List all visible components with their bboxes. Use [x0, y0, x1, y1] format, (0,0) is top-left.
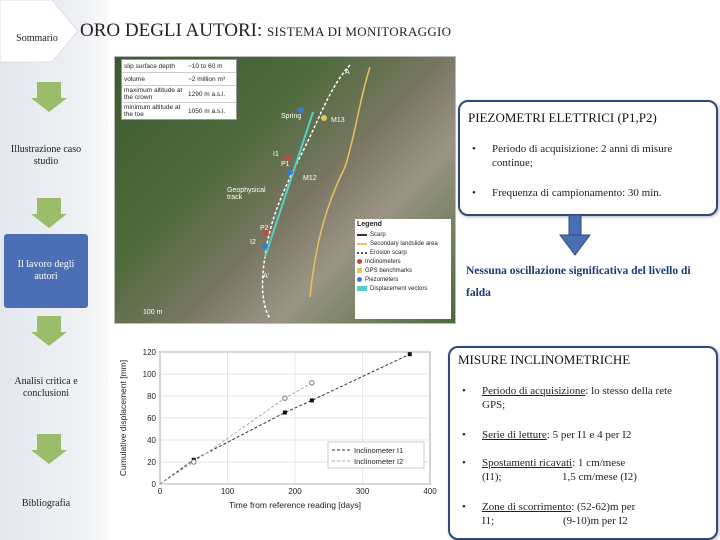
table-cell: ~10 to 60 m	[188, 62, 223, 70]
map-label-spring: Spring	[281, 113, 302, 120]
map-label-i1: I1	[273, 151, 279, 158]
legend-label: Displacement vectors	[370, 285, 428, 292]
displacement-vector	[290, 112, 313, 182]
bullet-icon: •	[462, 429, 466, 441]
list-item-value: : 5 per I1 e 4 per I2	[546, 429, 632, 441]
data-point-i1	[310, 398, 314, 402]
legend-label: Scarp	[370, 231, 386, 238]
displacement-chart	[114, 344, 437, 514]
down-arrow-icon	[560, 215, 590, 255]
piezometer-marker	[262, 243, 268, 249]
legend-item	[357, 239, 449, 248]
y-axis-label: Cumulative displacement [mm]	[118, 359, 128, 477]
piezometri-heading: PIEZOMETRI ELETTRICI (P1,P2)	[468, 110, 657, 125]
map-label-a: A	[345, 69, 350, 76]
table-cell: slip surface depth	[124, 62, 175, 70]
data-point-i1	[283, 411, 287, 415]
list-item-value: : lo stesso della rete GPS;	[482, 385, 673, 411]
page-title	[80, 20, 451, 42]
map-legend	[355, 219, 451, 319]
y-tick-label: 100	[142, 370, 156, 379]
sidebar-item-caso-studio[interactable]	[4, 120, 88, 192]
data-point-i2	[283, 396, 287, 400]
y-tick-label: 60	[147, 414, 156, 423]
title-main: ORO DEGLI AUTORI:	[80, 20, 268, 41]
list-item-text	[482, 500, 682, 528]
inclinometriche-heading: MISURE INCLINOMETRICHE	[458, 352, 631, 367]
list-item-key: Zone di scorrimento	[482, 501, 572, 513]
groundwater-note: Nessuna oscillazione significativa del livello di falda	[466, 265, 691, 299]
table-cell: 1050 m a.s.l.	[188, 107, 226, 115]
bullet-icon: •	[462, 501, 466, 513]
legend-label: Piezometers	[365, 276, 399, 283]
table-cell: volume	[124, 75, 145, 83]
sidebar-item-lavoro-autori[interactable]	[4, 234, 88, 308]
sidebar-item-label: Sommario	[16, 33, 58, 44]
data-point-i1	[408, 352, 412, 356]
x-tick-label: 400	[423, 487, 437, 496]
legend-item	[357, 284, 449, 293]
list-item-key: Spostamenti ricavati	[482, 457, 573, 469]
table-cell: minimum altitude at the toe	[124, 104, 181, 118]
sidebar-item-label: Illustrazione caso studio	[10, 144, 82, 167]
x-tick-label: 100	[220, 487, 235, 496]
legend-title: Legend	[357, 221, 382, 228]
legend-label: Erosion scarp	[370, 249, 407, 256]
x-tick-label: 200	[288, 487, 302, 496]
map-scale-label: 100 m	[143, 309, 163, 316]
y-tick-label: 120	[142, 348, 156, 357]
legend-item	[357, 248, 449, 257]
table-cell: maximum altitude at the crown	[124, 87, 183, 101]
piezometri-panel	[458, 100, 718, 216]
legend-label: Inclinometer I2	[354, 457, 404, 466]
map-label-p1: P1	[281, 161, 290, 168]
title-sub: SISTEMA DI MONITORAGGIO	[267, 24, 452, 39]
sidebar-item-label: Il lavoro degli autori	[17, 259, 75, 282]
list-item-key: Periodo di acquisizione	[482, 385, 586, 397]
bullet-icon: •	[472, 143, 476, 155]
sidebar-item-analisi[interactable]	[4, 352, 88, 424]
down-arrow-icon	[31, 82, 67, 112]
list-item-value: : 1 cm/mese (I1); 1,5 cm/mese (I2)	[482, 457, 637, 483]
map-label-m13: M13	[331, 117, 345, 124]
map-label-i2: I2	[250, 239, 256, 246]
legend-item	[357, 266, 449, 275]
piezometer-marker	[287, 169, 293, 175]
list-item-key: Serie di letture	[482, 429, 547, 441]
map-label-a-prime: A'	[263, 273, 270, 280]
x-tick-label: 300	[355, 487, 370, 496]
y-tick-label: 40	[147, 436, 156, 445]
list-item-text	[482, 428, 682, 442]
data-point-i2	[192, 460, 196, 464]
legend-item	[357, 275, 449, 284]
list-item-text: Frequenza di campionamento: 30 min.	[492, 187, 662, 199]
sidebar-item-label: Analisi critica e conclusioni	[14, 376, 78, 399]
gps-benchmark-marker	[321, 115, 327, 121]
x-tick-label: 0	[157, 487, 163, 496]
table-cell: 1290 m a.s.l.	[188, 90, 226, 98]
y-tick-label: 20	[147, 458, 156, 467]
legend-label: Secondary landslide area	[370, 240, 438, 247]
list-item-value: : (52-62)m per I1; (9-10)m per I2	[482, 501, 636, 527]
legend-label: GPS benchmarks	[365, 267, 413, 274]
sidebar-item-label: Bibliografia	[21, 498, 71, 509]
y-tick-label: 0	[151, 480, 156, 489]
inclinometriche-panel	[448, 346, 718, 540]
legend-item	[357, 257, 449, 266]
down-arrow-icon	[31, 198, 67, 228]
sidebar-item-bibliografia[interactable]	[4, 468, 88, 540]
bullet-icon: •	[462, 457, 466, 469]
legend-label: Inclinometers	[365, 258, 401, 265]
bullet-icon: •	[462, 385, 466, 397]
landslide-map	[114, 56, 456, 324]
x-axis-label: Time from reference reading [days]	[229, 500, 361, 510]
data-point-i2	[310, 381, 314, 385]
bullet-icon: •	[472, 187, 476, 199]
down-arrow-icon	[31, 434, 67, 464]
legend-item	[357, 230, 449, 239]
sidebar	[0, 0, 108, 540]
map-label-p2: P2	[260, 225, 269, 232]
list-item-text	[482, 384, 682, 412]
table-cell: ~2 million m³	[188, 75, 226, 83]
list-item-text: Periodo di acquisizione: 2 anni di misure continue;	[492, 143, 673, 169]
map-label-geophysical: Geophysical track	[227, 187, 266, 201]
legend-label: Inclinometer I1	[354, 446, 404, 455]
list-item-text	[482, 456, 682, 484]
chart-svg	[114, 344, 437, 514]
sidebar-item-sommario[interactable]	[2, 8, 72, 70]
y-tick-label: 80	[147, 392, 156, 401]
down-arrow-icon	[31, 316, 67, 346]
map-label-m12: M12	[303, 175, 317, 182]
